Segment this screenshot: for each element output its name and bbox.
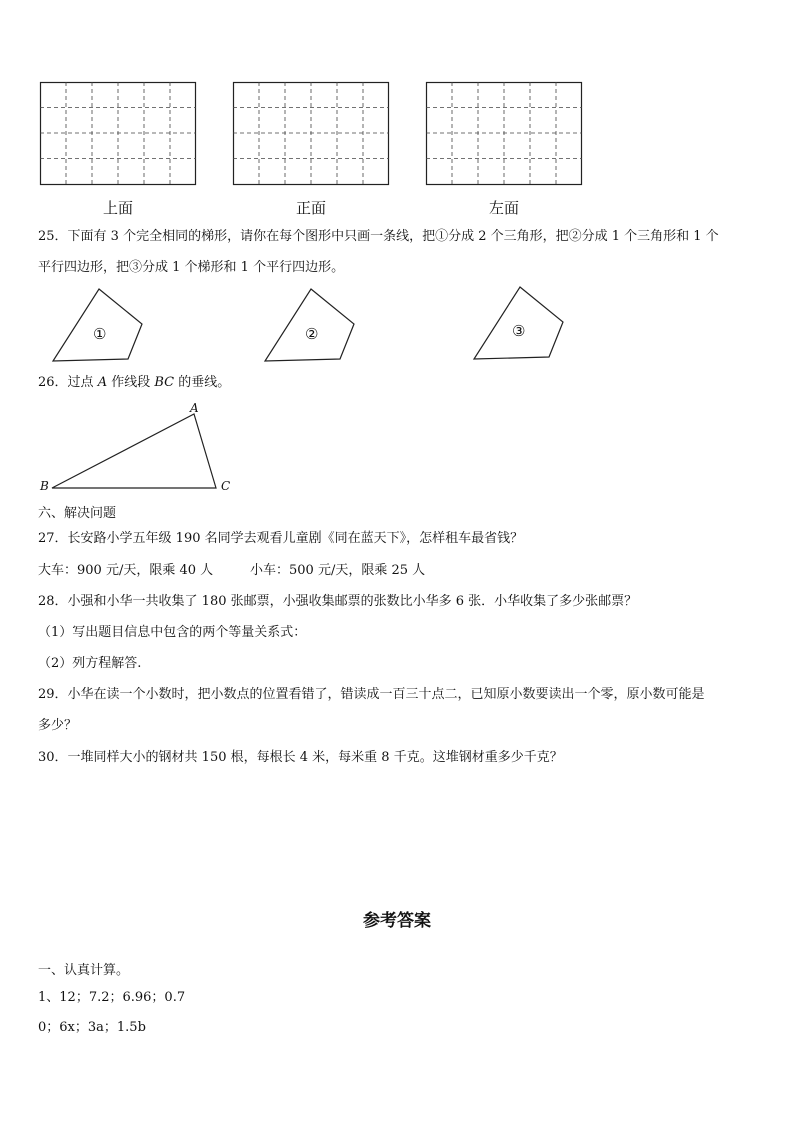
front-view-label: 正面	[295, 199, 326, 217]
q29-line1: 29．小华在读一个小数时，把小数点的位置看错了，错读成一百三十点二，已知原小数要读出一个零，原小数可能是	[38, 687, 705, 702]
q28-line1: 28．小强和小华一共收集了 180 张邮票，小强收集邮票的张数比小华多 6 张．小华收集了多少张邮票？	[38, 594, 638, 609]
q27-big-car: 大车：900 元/天，限乘 40 人	[38, 563, 214, 578]
q26-text	[38, 374, 230, 392]
trapezoid-2-label: ②	[305, 325, 319, 343]
left-view-label: 左面	[488, 199, 519, 217]
q25-line1: 25．下面有 3 个完全相同的梯形，请你在每个图形中只画一条线，把①分成 2 个三角形，把②分成 1 个三角形和 1 个	[38, 229, 719, 244]
q26-point: A	[97, 375, 108, 390]
q26-segment: BC	[154, 375, 175, 390]
q29-line2: 多少？	[38, 718, 78, 733]
vertex-b-label: B	[40, 479, 49, 493]
front-view-grid	[233, 82, 393, 188]
trapezoid-1-label: ①	[93, 325, 107, 343]
vertex-a-label: A	[190, 401, 199, 415]
section-6-heading: 六、解决问题	[38, 506, 117, 521]
triangle-abc	[50, 410, 230, 490]
q28-sub1: （1）写出题目信息中包含的两个等量关系式：	[38, 625, 307, 640]
q27-line1: 27．长安路小学五年级 190 名同学去观看儿童剧《同在蓝天下》，怎样租车最省钱？	[38, 531, 524, 546]
top-view-grid	[40, 82, 200, 188]
trapezoid-3-label: ③	[512, 322, 526, 340]
answers-line1: 1、12；7.2；6.96；0.7	[38, 990, 186, 1005]
q26-mid: 作线段	[107, 375, 155, 390]
answers-section1: 一、认真计算。	[38, 963, 130, 978]
q28-sub2: （2）列方程解答.	[38, 656, 142, 671]
left-view-grid	[426, 82, 586, 188]
q26-prefix: 26．过点	[38, 375, 98, 390]
answers-title: 参考答案	[363, 911, 431, 931]
vertex-c-label: C	[221, 479, 231, 493]
q25-line2: 平行四边形，把③分成 1 个梯形和 1 个平行四边形。	[38, 260, 345, 275]
top-view-label: 上面	[102, 199, 133, 217]
q26-suffix: 的垂线。	[174, 375, 231, 390]
answers-line2: 0；6x；3a；1.5b	[38, 1020, 146, 1035]
q27-small-car: 小车：500 元/天，限乘 25 人	[250, 563, 426, 578]
q30-line1: 30．一堆同样大小的钢材共 150 根，每根长 4 米，每米重 8 千克。这堆钢材重多少千克？	[38, 750, 563, 765]
